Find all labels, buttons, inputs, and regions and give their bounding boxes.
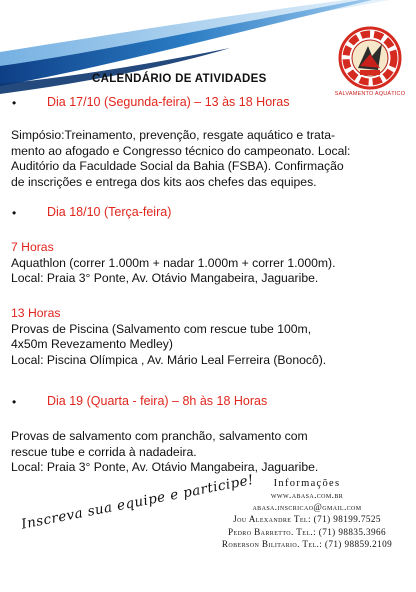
day2-session1-line: Local: Praia 3° Ponte, Av. Otávio Mangabeira, Jaguaribe.	[11, 271, 319, 285]
day2-session1-line: Aquathlon (correr 1.000m + nadar 1.000m + correr 1.000m).	[11, 255, 336, 270]
logo-caption: SALVAMENTO AQUÁTICO	[334, 91, 406, 97]
day1-line: de inscrições e entrega dos kits aos chefes das equipes.	[11, 174, 317, 189]
bullet-day1: •	[12, 96, 17, 110]
bullet-day2: •	[12, 206, 17, 220]
day2-session1-time: 7 Horas	[11, 240, 54, 254]
bullet-day3: •	[12, 395, 17, 409]
call-to-action: Inscreva sua equipe e participe!	[20, 471, 256, 533]
website-link[interactable]: www.abasa.com.br	[270, 490, 344, 500]
day3-description	[11, 429, 409, 476]
contact-line: Jou Alexandre Tel: (71) 98199.7525	[233, 514, 381, 525]
day3-line: rescue tube e corrida à nadadeira.	[11, 444, 197, 459]
day2-date: Dia 18/10 (Terça-feira)	[47, 205, 172, 219]
contact-line: Pedro Barretto. Tel.: (71) 98835.3966	[228, 526, 386, 537]
day2-session2	[11, 306, 409, 368]
day1-date: Dia 17/10 (Segunda-feira) – 13 às 18 Horas	[47, 95, 290, 109]
day3-line: Local: Praia 3° Ponte, Av. Otávio Mangabeira, Jaguaribe.	[11, 460, 319, 474]
day2-session2-line: Local: Piscina Olímpica , Av. Mário Leal Ferreira (Bonocô).	[11, 352, 327, 367]
day2-session2-line: 4x50m Revezamento Medley)	[11, 337, 173, 351]
championship-logo	[338, 26, 402, 90]
day3-date: Dia 19 (Quarta - feira) – 8h às 18 Horas	[47, 394, 268, 408]
day1-line: mento ao afogado e Congresso técnico do campeonato. Local:	[11, 143, 351, 158]
day1-line: Simpósio:Treinamento, prevenção, resgate aquático e trata-	[11, 128, 336, 142]
day3-line: Provas de salvamento com pranchão, salvamento com	[11, 429, 308, 443]
day2-session2-time: 13 Horas	[11, 306, 61, 320]
day2-session1	[11, 240, 409, 287]
page-title: CALENDÁRIO DE ATIVIDADES	[92, 73, 267, 85]
day2-session2-line: Provas de Piscina (Salvamento com rescue tube 100m,	[11, 321, 312, 336]
info-block	[200, 478, 414, 550]
contact-line: Roberson Bilitario. Tel.: (71) 98859.2109	[221, 538, 393, 549]
day1-description	[11, 128, 409, 190]
email-link[interactable]: abasa.inscricao@gmail.com	[252, 502, 362, 513]
info-title: Informações	[273, 478, 341, 489]
day1-line: Auditório da Faculdade Social da Bahia (FSBA). Confirmação	[11, 159, 344, 173]
